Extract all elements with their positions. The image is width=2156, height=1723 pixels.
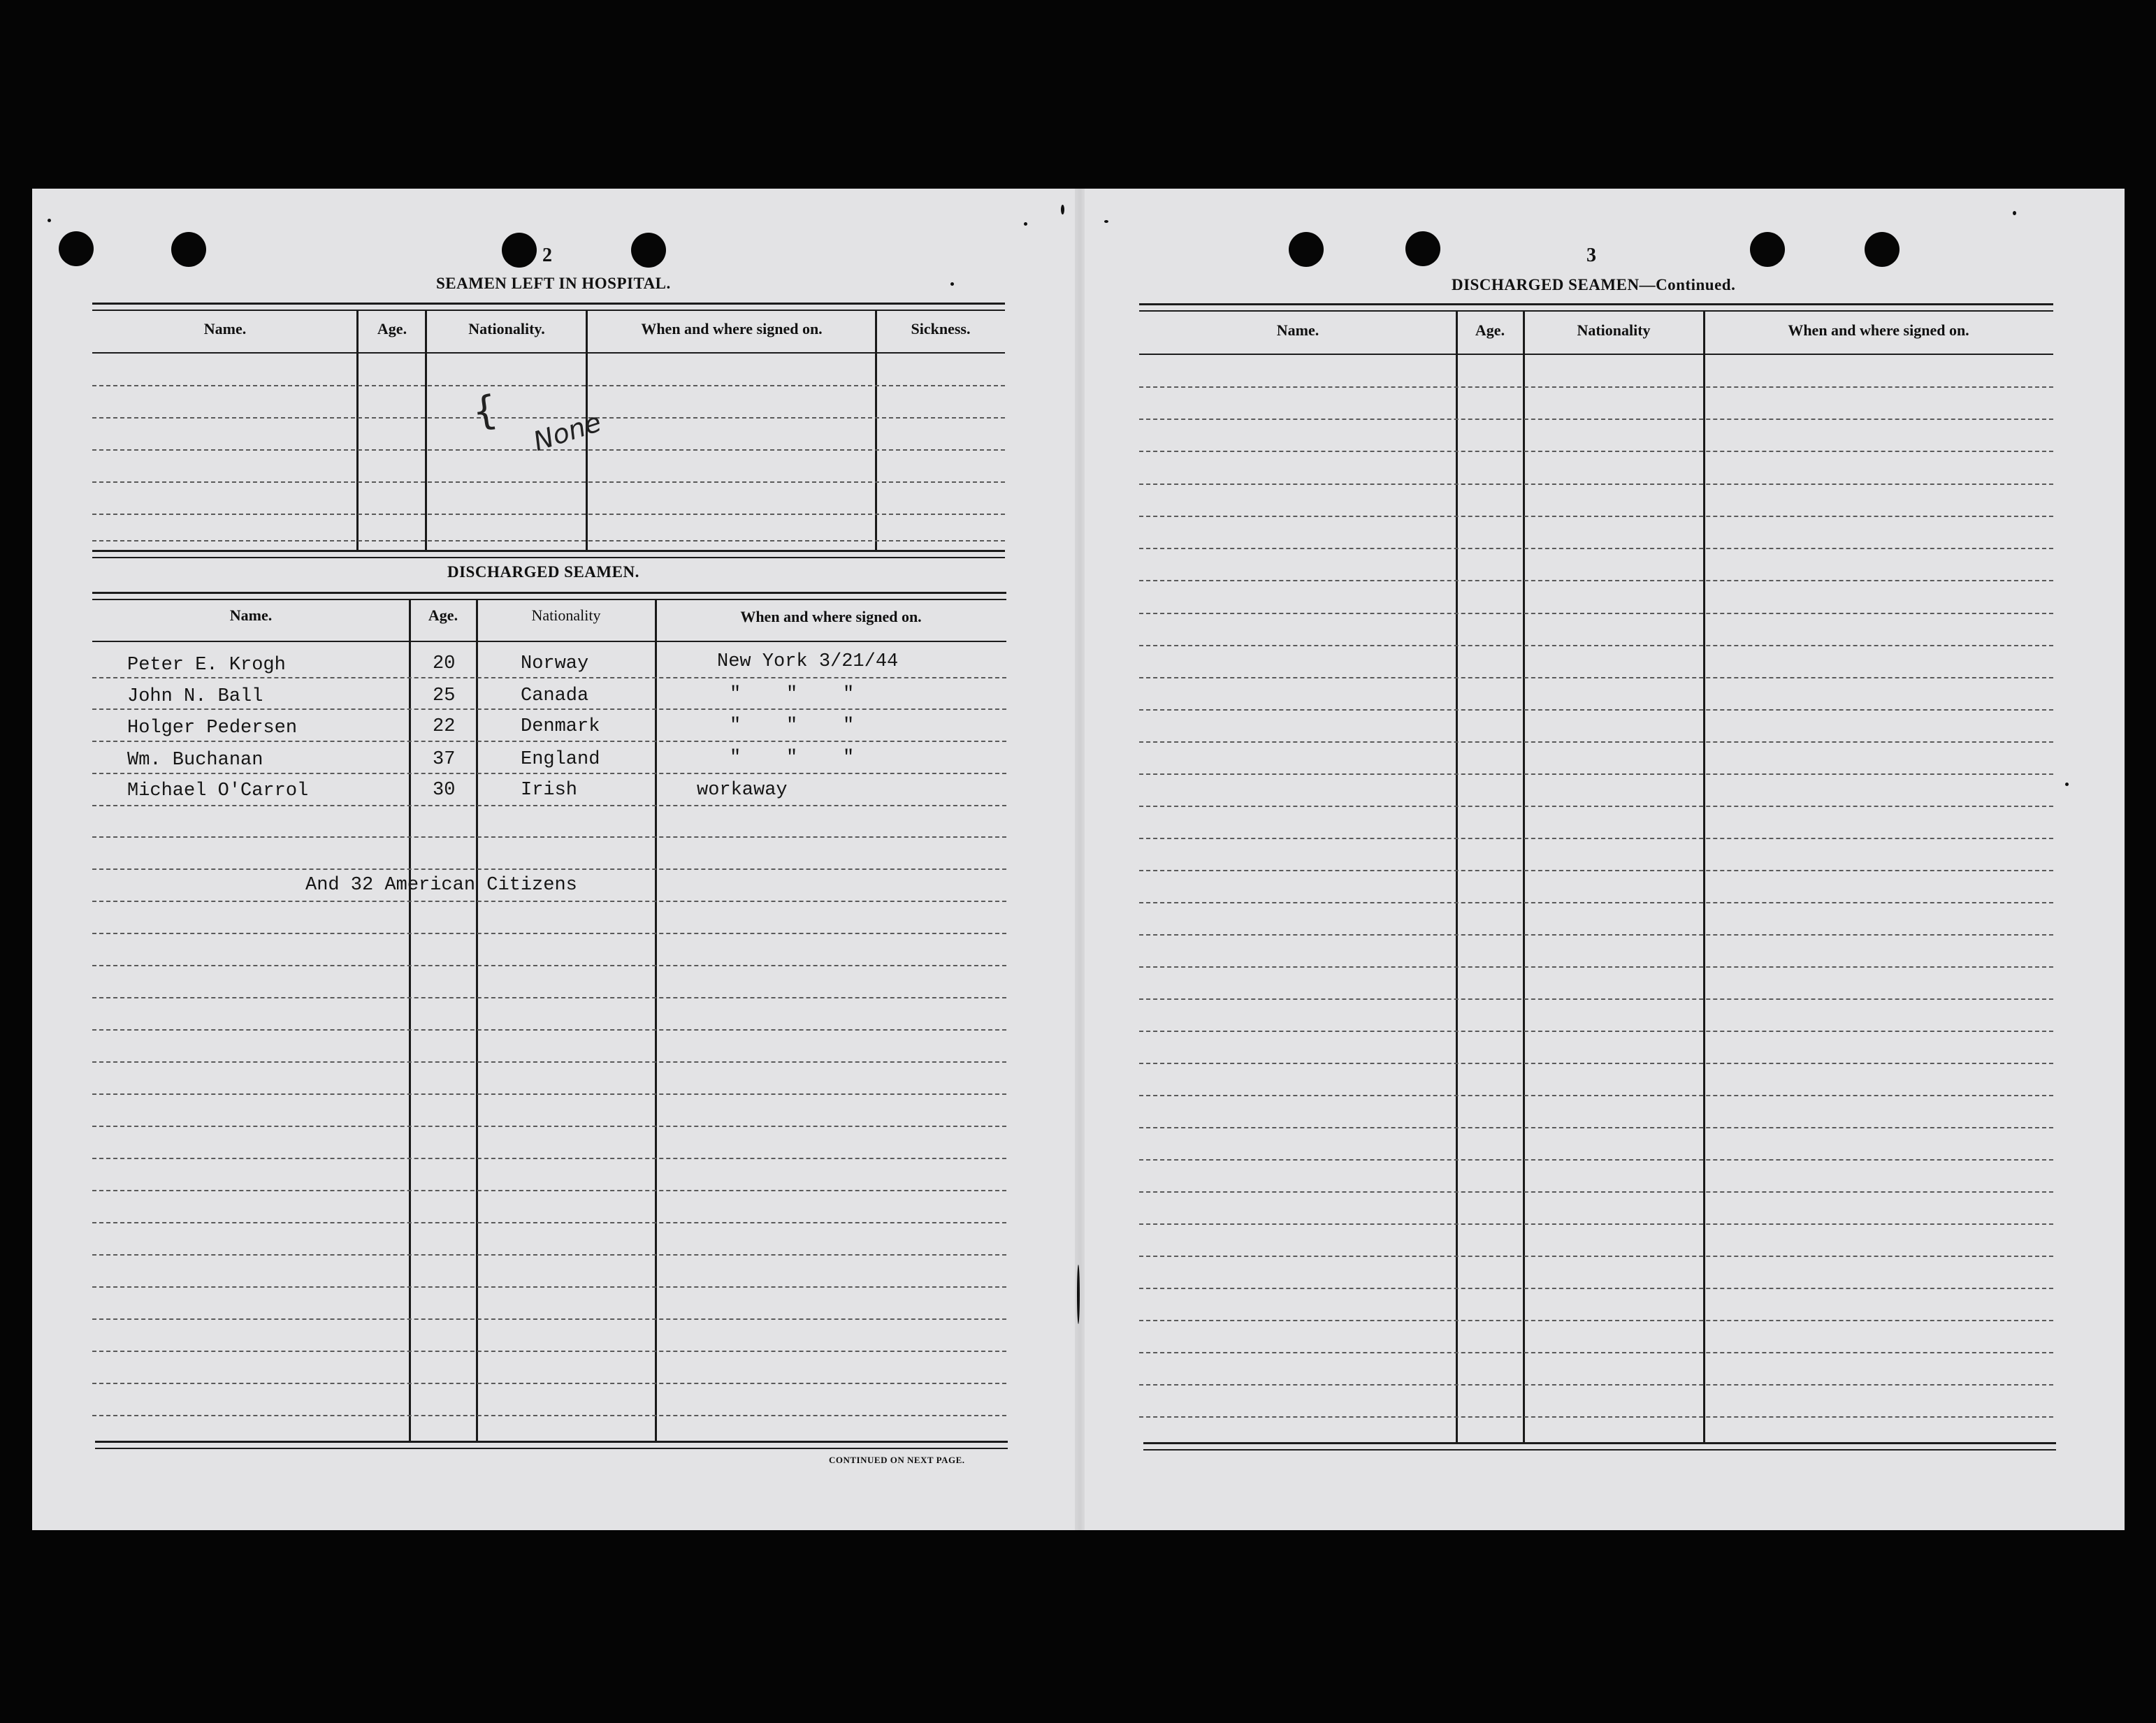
dotted-line xyxy=(92,1318,1006,1320)
table-rule xyxy=(92,550,1005,552)
dotted-line xyxy=(92,805,1006,806)
speck xyxy=(2013,211,2016,215)
speck xyxy=(1061,205,1064,215)
seaman-name: John N. Ball xyxy=(127,686,263,707)
dotted-line xyxy=(92,1126,1006,1127)
dotted-line xyxy=(92,1351,1006,1352)
column-divider xyxy=(1703,310,1705,1444)
punch-hole xyxy=(59,231,94,266)
seaman-nationality: Irish xyxy=(521,780,578,801)
column-header: Age. xyxy=(1475,321,1505,339)
dotted-line xyxy=(92,1158,1006,1159)
punch-hole xyxy=(631,233,666,268)
speck xyxy=(950,282,954,286)
punch-hole xyxy=(1750,232,1785,267)
column-divider xyxy=(356,310,359,551)
table-rule xyxy=(92,592,1006,594)
dotted-line xyxy=(1139,741,2053,743)
dotted-line xyxy=(1139,386,2053,388)
dotted-line xyxy=(1139,1159,2053,1161)
table-rule xyxy=(1139,310,2053,312)
punch-hole xyxy=(1865,232,1900,267)
handwritten-none: None xyxy=(529,406,605,458)
dotted-line xyxy=(92,933,1006,934)
dotted-line xyxy=(92,708,1006,710)
dotted-line xyxy=(92,836,1006,838)
left-page xyxy=(32,189,1080,1530)
dotted-line xyxy=(1139,966,2053,968)
dotted-line xyxy=(1139,1191,2053,1193)
speck xyxy=(48,219,51,222)
column-header: Name. xyxy=(229,606,273,624)
seaman-name: Holger Pedersen xyxy=(127,718,298,739)
table-rule xyxy=(95,1448,1008,1449)
speck xyxy=(1077,1265,1080,1324)
dotted-line xyxy=(92,1254,1006,1256)
right-page xyxy=(1080,189,2125,1530)
dotted-line xyxy=(1139,1063,2053,1064)
column-header: When and where signed on. xyxy=(740,608,922,625)
table-rule xyxy=(1139,354,2053,355)
table-rule xyxy=(92,352,1005,354)
dotted-line xyxy=(1139,998,2053,1000)
seaman-name: Wm. Buchanan xyxy=(127,750,263,771)
speck xyxy=(1024,222,1027,226)
seaman-age: 25 xyxy=(433,685,456,706)
seaman-age: 30 xyxy=(433,780,456,801)
dotted-line xyxy=(92,1286,1006,1288)
column-header: Age. xyxy=(377,320,407,337)
column-divider xyxy=(409,599,411,1442)
dotted-line xyxy=(1139,1095,2053,1096)
dotted-line xyxy=(1139,1352,2053,1353)
dotted-line xyxy=(1139,870,2053,871)
column-divider xyxy=(1456,310,1458,1444)
dotted-line xyxy=(1139,645,2053,646)
table-rule xyxy=(92,557,1005,558)
section-title-discharged: DISCHARGED SEAMEN. xyxy=(447,563,639,581)
column-header: Nationality. xyxy=(468,320,545,337)
dotted-line xyxy=(92,1383,1006,1384)
seaman-nationality: Norway xyxy=(521,653,589,674)
dotted-line xyxy=(1139,516,2053,517)
column-divider xyxy=(655,599,657,1442)
punch-hole xyxy=(171,232,206,267)
section-title-hospital: SEAMEN LEFT IN HOSPITAL. xyxy=(436,275,671,292)
dotted-line xyxy=(1139,1031,2053,1032)
dotted-line xyxy=(92,417,1005,419)
column-header: Age. xyxy=(428,606,458,624)
dotted-line xyxy=(92,773,1006,774)
dotted-line xyxy=(1139,838,2053,839)
dotted-line xyxy=(92,677,1006,678)
dotted-line xyxy=(1139,1256,2053,1257)
seaman-nationality: Denmark xyxy=(521,716,600,737)
dotted-line xyxy=(1139,451,2053,452)
speck xyxy=(1104,220,1108,223)
dotted-line xyxy=(92,965,1006,966)
seaman-age: 20 xyxy=(433,653,456,674)
dotted-line xyxy=(92,385,1005,386)
dotted-line xyxy=(1139,1223,2053,1225)
dotted-line xyxy=(92,1190,1006,1191)
dotted-line xyxy=(92,540,1005,541)
column-divider xyxy=(875,310,877,551)
table-rule xyxy=(92,599,1006,600)
column-divider xyxy=(476,599,478,1442)
speck xyxy=(2065,783,2069,786)
punch-hole xyxy=(1289,232,1324,267)
handwritten-bracket: { xyxy=(469,386,500,436)
column-header: Name. xyxy=(1276,321,1319,339)
column-divider xyxy=(425,310,427,551)
column-header: Name. xyxy=(203,320,247,337)
dotted-line xyxy=(1139,580,2053,581)
dotted-line xyxy=(92,1093,1006,1095)
seaman-signed-on: workaway xyxy=(697,780,788,801)
dotted-line xyxy=(1139,1127,2053,1128)
column-header: Nationality xyxy=(1577,321,1651,339)
seaman-signed-on: " " " xyxy=(730,715,855,736)
continued-footer: CONTINUED ON NEXT PAGE. xyxy=(829,1455,965,1465)
dotted-line xyxy=(92,514,1005,515)
dotted-line xyxy=(92,901,1006,902)
dotted-line xyxy=(1139,484,2053,485)
dotted-line xyxy=(1139,419,2053,420)
page-number: 2 xyxy=(542,245,552,266)
dotted-line xyxy=(92,1061,1006,1063)
seaman-name: Peter E. Krogh xyxy=(127,655,286,676)
column-header: When and where signed on. xyxy=(1788,321,1969,339)
table-rule xyxy=(92,641,1006,642)
dotted-line xyxy=(1139,1416,2053,1418)
section-title-discharged-continued: DISCHARGED SEAMEN—Continued. xyxy=(1452,276,1736,293)
table-rule xyxy=(1143,1449,2056,1451)
table-rule xyxy=(1143,1442,2056,1444)
dotted-line xyxy=(92,1029,1006,1031)
table-rule xyxy=(95,1441,1008,1443)
dotted-line xyxy=(92,997,1006,998)
seaman-signed-on: " " " xyxy=(730,748,855,769)
seaman-name: Michael O'Carrol xyxy=(127,780,309,801)
page-fold xyxy=(1075,189,1085,1530)
seaman-age: 37 xyxy=(433,749,456,770)
dotted-line xyxy=(1139,806,2053,807)
column-divider xyxy=(1523,310,1525,1444)
dotted-line xyxy=(92,481,1005,483)
column-header: Sickness. xyxy=(911,320,971,337)
table-rule xyxy=(1139,303,2053,305)
seaman-nationality: England xyxy=(521,749,600,770)
dotted-line xyxy=(1139,1320,2053,1321)
page-number: 3 xyxy=(1586,245,1596,266)
dotted-line xyxy=(1139,677,2053,678)
dotted-line xyxy=(1139,613,2053,614)
dotted-line xyxy=(1139,709,2053,711)
dotted-line xyxy=(92,1415,1006,1416)
table-rule xyxy=(92,303,1005,305)
dotted-line xyxy=(1139,934,2053,936)
seaman-nationality: Canada xyxy=(521,685,589,706)
dotted-line xyxy=(92,1222,1006,1223)
table-rule xyxy=(92,310,1005,311)
dotted-line xyxy=(1139,773,2053,775)
column-header: Nationality xyxy=(531,606,601,624)
dotted-line xyxy=(1139,548,2053,549)
summary-note: And 32 American Citizens xyxy=(305,875,577,896)
seaman-signed-on: New York 3/21/44 xyxy=(717,651,899,672)
punch-hole xyxy=(1405,231,1440,266)
punch-hole xyxy=(502,233,537,268)
column-header: When and where signed on. xyxy=(641,320,823,337)
dotted-line xyxy=(1139,902,2053,903)
dotted-line xyxy=(92,868,1006,870)
dotted-line xyxy=(1139,1384,2053,1386)
dotted-line xyxy=(92,741,1006,742)
seaman-age: 22 xyxy=(433,716,456,737)
seaman-signed-on: " " " xyxy=(730,684,855,705)
dotted-line xyxy=(1139,1288,2053,1289)
